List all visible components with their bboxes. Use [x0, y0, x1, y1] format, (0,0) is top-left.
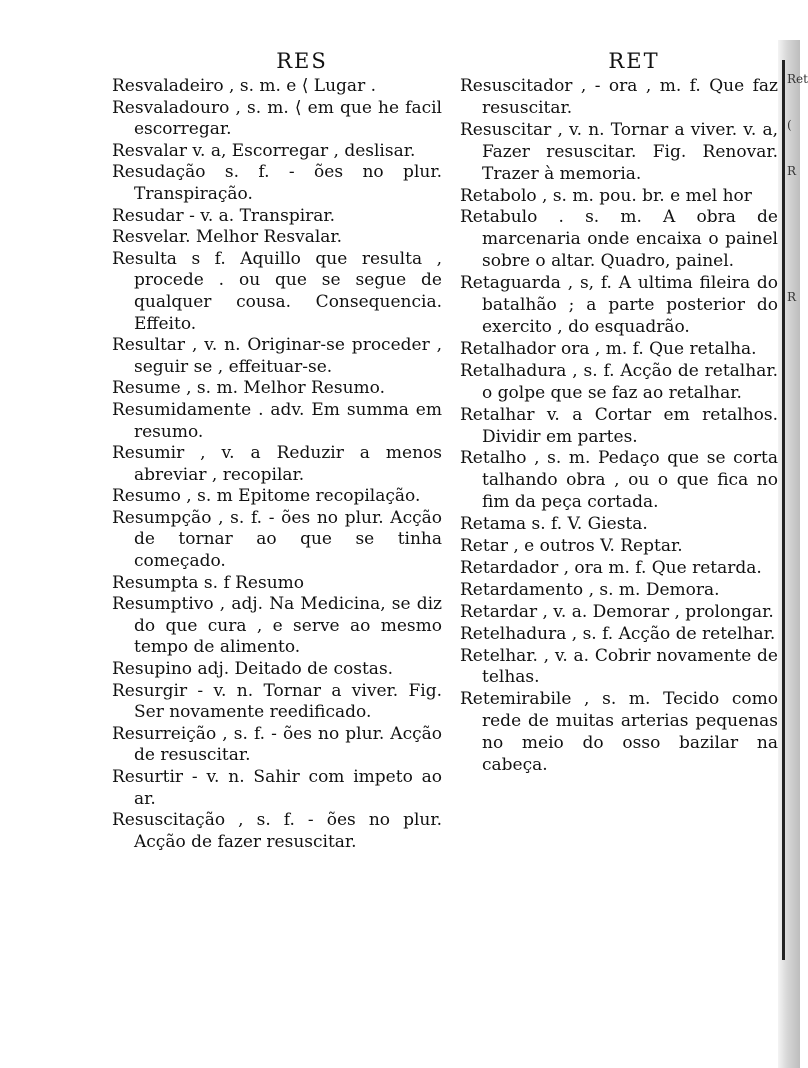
dictionary-entry: Resurtir - v. n. Sahir com impeto ao ar. [112, 767, 442, 809]
dictionary-entry: Retaguarda , s, f. A ultima fileira do batalhão ; a parte posterior do exercito , do esquadrão. [460, 273, 778, 337]
dictionary-entry: Resurgir - v. n. Tornar a viver. Fig. Ser novamente reedificado. [112, 680, 442, 723]
dictionary-entry: Retardar , v. a. Demorar , prolongar. [460, 601, 774, 622]
right-column [460, 48, 778, 777]
dictionary-entry: Resudar - v. a. Transpirar. [112, 205, 336, 226]
dictionary-entry: Resumpta s. f Resumo [112, 572, 305, 593]
edge-fragment: Ret [787, 72, 808, 86]
dictionary-entry: Retalhadura , s. f. Acção de retalhar. o golpe que se faz ao retalhar. [460, 360, 778, 403]
left-column-header: RES [276, 49, 328, 73]
dictionary-entry: Retabolo , s. m. pou. br. e mel hor [460, 185, 752, 206]
dictionary-entry: Resumpção , s. f. - ões no plur. Acção de tornar ao que se tinha começado. [112, 507, 442, 572]
dictionary-entry: Retardamento , s. m. Demora. [460, 579, 720, 600]
dictionary-entry: Retardador , ora m. f. Que retarda. [460, 557, 762, 578]
dictionary-entry: Resuscitação , s. f. - ões no plur. Acção de fazer resuscitar. [112, 810, 442, 852]
dictionary-entry: Resultar , v. n. Originar-se proceder , seguir se , effeituar-se. [112, 335, 442, 377]
dictionary-entry: Retama s. f. V. Giesta. [460, 514, 648, 535]
dictionary-entry: Resuscitar , v. n. Tornar a viver. v. a, Fazer resuscitar. Fig. Renovar. Trazer à memoria. [460, 119, 778, 184]
dictionary-entry: Retelhadura , s. f. Acção de retelhar. [460, 623, 776, 644]
dictionary-entry: Resvaladouro , s. m. ⟨ em que he facil escorregar. [112, 97, 442, 140]
dictionary-entry: Retabulo . s. m. A obra de marcenaria onde encaixa o painel sobre o altar. Quadro, painel. [460, 207, 778, 272]
dictionary-entry: Resumptivo , adj. Na Medicina, se diz do que cura , e serve ao mesmo tempo de alimento. [112, 594, 442, 658]
left-column [112, 48, 442, 853]
dictionary-entry: Retemirabile , s. m. Tecido como rede de muitas arterias pequenas no meio do osso bazilar na cabeça. [460, 689, 778, 776]
dictionary-entry: Retalho , s. m. Pedaço que se corta talhando obra , ou o que fica no fim da peça cortada. [460, 448, 778, 513]
dictionary-entry: Resume , s. m. Melhor Resumo. [112, 378, 385, 399]
edge-fragment: R [787, 164, 797, 178]
dictionary-entry: Retar , e outros V. Reptar. [460, 536, 683, 557]
dictionary-entry: Resudação s. f. - ões no plur. Transpiração. [112, 162, 442, 204]
dictionary-entry: Resumidamente . adv. Em summa em resumo. [112, 399, 442, 442]
dictionary-entry: Resumo , s. m Epitome recopilação. [112, 486, 421, 507]
dictionary-entry: Resupino adj. Deitado de costas. [112, 659, 394, 680]
dictionary-entry: Retalhador ora , m. f. Que retalha. [460, 338, 757, 359]
dictionary-entry: Resumir , v. a Reduzir a menos abreviar , recopilar. [112, 443, 442, 485]
edge-fragment: R [787, 290, 797, 304]
dictionary-entry: Resvelar. Melhor Resvalar. [112, 227, 343, 248]
page-edge-shadow [782, 60, 785, 960]
right-column-header: RET [608, 49, 660, 73]
dictionary-entry: Resvalar v. a, Escorregar , deslisar. [112, 140, 416, 161]
dictionary-entry: Resvaladeiro , s. m. e ⟨ Lugar . [112, 76, 376, 96]
dictionary-entry: Retelhar. , v. a. Cobrir novamente de telhas. [460, 645, 778, 688]
dictionary-entry: Resuscitador , - ora , m. f. Que faz resuscitar. [460, 76, 778, 118]
dictionary-entry: Retalhar v. a Cortar em retalhos. Dividir em partes. [460, 404, 778, 447]
dictionary-entry: Resurreição , s. f. - ões no plur. Acção de resuscitar. [112, 723, 442, 766]
edge-fragment: ( [787, 118, 792, 132]
dictionary-entry: Resulta s f. Aquillo que resulta , procede . ou que se segue de qualquer cousa. Consequencia. Effeito. [112, 248, 442, 334]
